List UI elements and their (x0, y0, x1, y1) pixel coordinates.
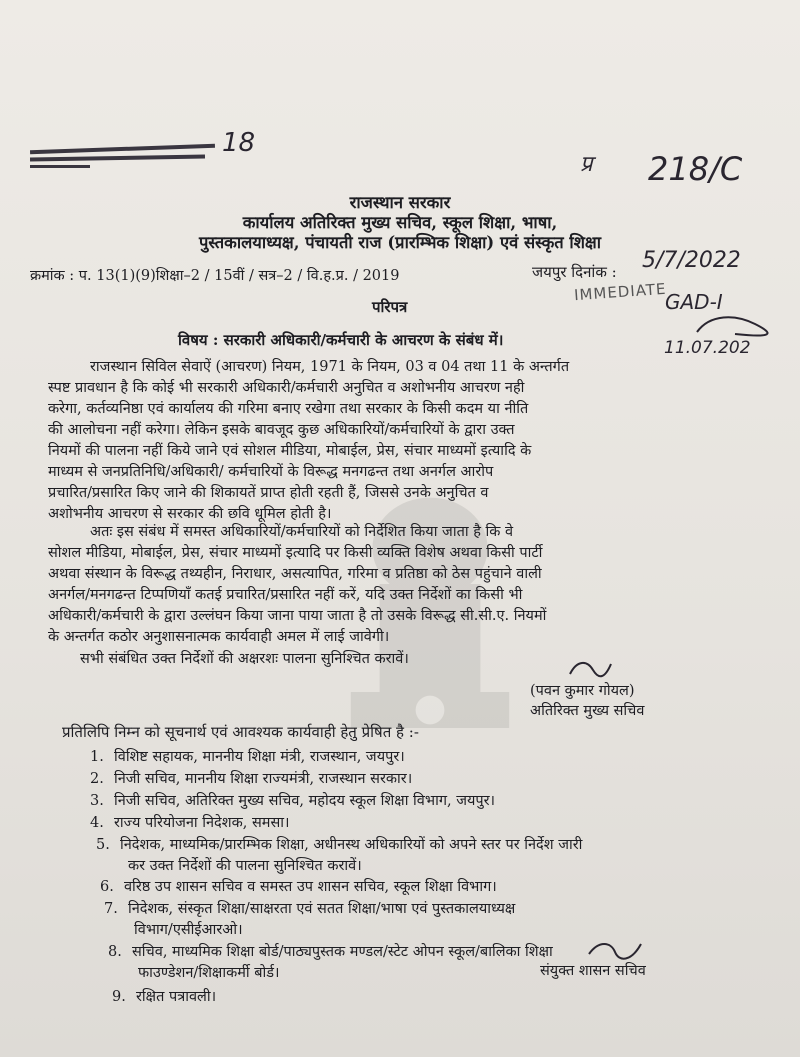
list-item-continuation: विभाग/एसीईआरओ। (134, 922, 243, 938)
para1-line: माध्यम से जनप्रतिनिधि/अधिकारी/ कर्मचारियों के विरूद्ध मनगढन्त तथा अनर्गल आरोप (48, 464, 494, 480)
handwritten-number-18: 18 (222, 128, 256, 158)
immediate-stamp: IMMEDIATE (573, 279, 668, 305)
para1-line: नियमों की पालना नहीं किये जाने एवं सोशल मीडिया, मोबाईल, प्रेस, संचार माध्यमों इत्यादि के (48, 443, 532, 459)
para2-line: अथवा संस्थान के विरूद्ध तथ्यहीन, निराधार, असत्यापित, गरिमा व प्रतिष्ठा को ठेस पहुंचाने वाली (48, 566, 542, 582)
place-date-label: जयपुर दिनांक : (532, 263, 617, 281)
signatory-designation: अतिरिक्त मुख्य सचिव (530, 703, 645, 719)
copy-intro: प्रतिलिपि निम्न को सूचनार्थ एवं आवश्यक कार्यवाही हेतु प्रेषित है :- (62, 723, 419, 741)
header-office: कार्यालय अतिरिक्त मुख्य सचिव, स्कूल शिक्षा, भाषा, (242, 213, 558, 232)
para1-line: की आलोचना नहीं करेगा। लेकिन इसके बावजूद कुछ अधिकारियों/कर्मचारियों के द्वारा उक्त (48, 422, 515, 438)
signatory-name: (पवन कुमार गोयल) (530, 683, 635, 699)
reference-number: क्रमांक : प. 13(1)(9)शिक्षा–2 / 15वीं / सत्र–2 / वि.ह.प्र. / 2019 (30, 268, 400, 284)
list-item-continuation: कर उक्त निर्देशों की पालना सुनिश्चित करावें। (128, 858, 362, 874)
handwritten-initial: प्र (580, 152, 593, 177)
para1-line: स्पष्ट प्रावधान है कि कोई भी सरकारी अधिकारी/कर्मचारी अनुचित व अशोभनीय आचरण नही (48, 380, 525, 396)
list-item: 8. सचिव, माध्यमिक शिक्षा बोर्ड/पाठ्यपुस्तक मण्डल/स्टेट ओपन स्कूल/बालिका शिक्षा (108, 944, 553, 960)
header-departments: पुस्तकालयाध्यक्ष, पंचायती राज (प्रारम्भिक शिक्षा) एवं संस्कृत शिक्षा (198, 233, 602, 252)
list-item: 9. रक्षित पत्रावली। (112, 989, 217, 1005)
para2-line: अनर्गल/मनगढन्त टिप्पणियाँ कतई प्रचारित/प्रसारित नहीं करें, यदि उक्त निर्देशों का किसी भी (48, 587, 523, 603)
list-item: 5. निदेशक, माध्यमिक/प्रारम्भिक शिक्षा, अधीनस्थ अधिकारियों को अपने स्तर पर निर्देश जारी (96, 837, 583, 853)
para1-line: अशोभनीय आचरण से सरकार की छवि धूमिल होती है। (48, 506, 332, 522)
list-item: 7. निदेशक, संस्कृत शिक्षा/साक्षरता एवं सतत शिक्षा/भाषा एवं पुस्तकालयाध्यक्ष (104, 901, 516, 917)
list-item: 4. राज्य परियोजना निदेशक, समसा। (90, 815, 290, 831)
para1-line: राजस्थान सिविल सेवाऐं (आचरण) नियम, 1971 के नियम, 03 व 04 तथा 11 के अन्तर्गत (90, 359, 570, 375)
subject-line: विषय : सरकारी अधिकारी/कर्मचारी के आचरण के संबंध में। (178, 331, 504, 349)
para1-line: प्रचारित/प्रसारित किए जाने की शिकायतें प्राप्त होती रहती हैं, जिससे उनके अनुचित व (48, 485, 489, 501)
list-item: 1. विशिष्ट सहायक, माननीय शिक्षा मंत्री, राजस्थान, जयपुर। (90, 749, 405, 765)
para2-line: सोशल मीडिया, मोबाईल, प्रेस, संचार माध्यमों इत्यादि पर किसी व्यक्ति विशेष अथवा किसी पार्टी (48, 545, 543, 561)
list-item: 3. निजी सचिव, अतिरिक्त मुख्य सचिव, महोदय स्कूल शिक्षा विभाग, जयपुर। (90, 793, 496, 809)
list-item: 2. निजी सचिव, माननीय शिक्षा राज्यमंत्री, राजस्थान सरकार। (90, 771, 413, 787)
handwritten-gad: GAD-I (665, 290, 723, 314)
footer-signatory: संयुक्त शासन सचिव (540, 963, 646, 979)
handwritten-scribble (695, 312, 775, 340)
handwritten-date: 5/7/2022 (642, 248, 741, 273)
paragraph-3: सभी संबंधित उक्त निर्देशों की अक्षरशः पालना सुनिश्चित करावें। (80, 651, 409, 667)
struck-header-scribble (30, 143, 220, 173)
handwritten-received-date: 11.07.202 (664, 338, 751, 358)
signature-mark (565, 656, 615, 682)
para2-line: अधिकारी/कर्मचारी के द्वारा उल्लंघन किया जाना पाया जाता है तो उसके विरूद्ध सी.सी.ए. नियमों (48, 608, 547, 624)
header-state: राजस्थान सरकार (349, 193, 451, 212)
handwritten-file-number: 218/C (648, 150, 743, 188)
list-item-continuation: फाउण्डेशन/शिक्षाकर्मी बोर्ड। (138, 965, 280, 981)
list-item: 6. वरिष्ठ उप शासन सचिव व समस्त उप शासन सचिव, स्कूल शिक्षा विभाग। (100, 879, 497, 895)
para1-line: करेगा, कर्तव्यनिष्ठा एवं कार्यालय की गरिमा बनाए रखेगा तथा सरकार के किसी कदम या नीति (48, 401, 529, 417)
doc-type-title: परिपत्र (372, 298, 408, 316)
para2-line: अतः इस संबंध में समस्त अधिकारियों/कर्मचारियों को निर्देशित किया जाता है कि वे (90, 524, 514, 540)
para2-line: के अन्तर्गत कठोर अनुशासनात्मक कार्यवाही अमल में लाई जावेगी। (48, 629, 390, 645)
